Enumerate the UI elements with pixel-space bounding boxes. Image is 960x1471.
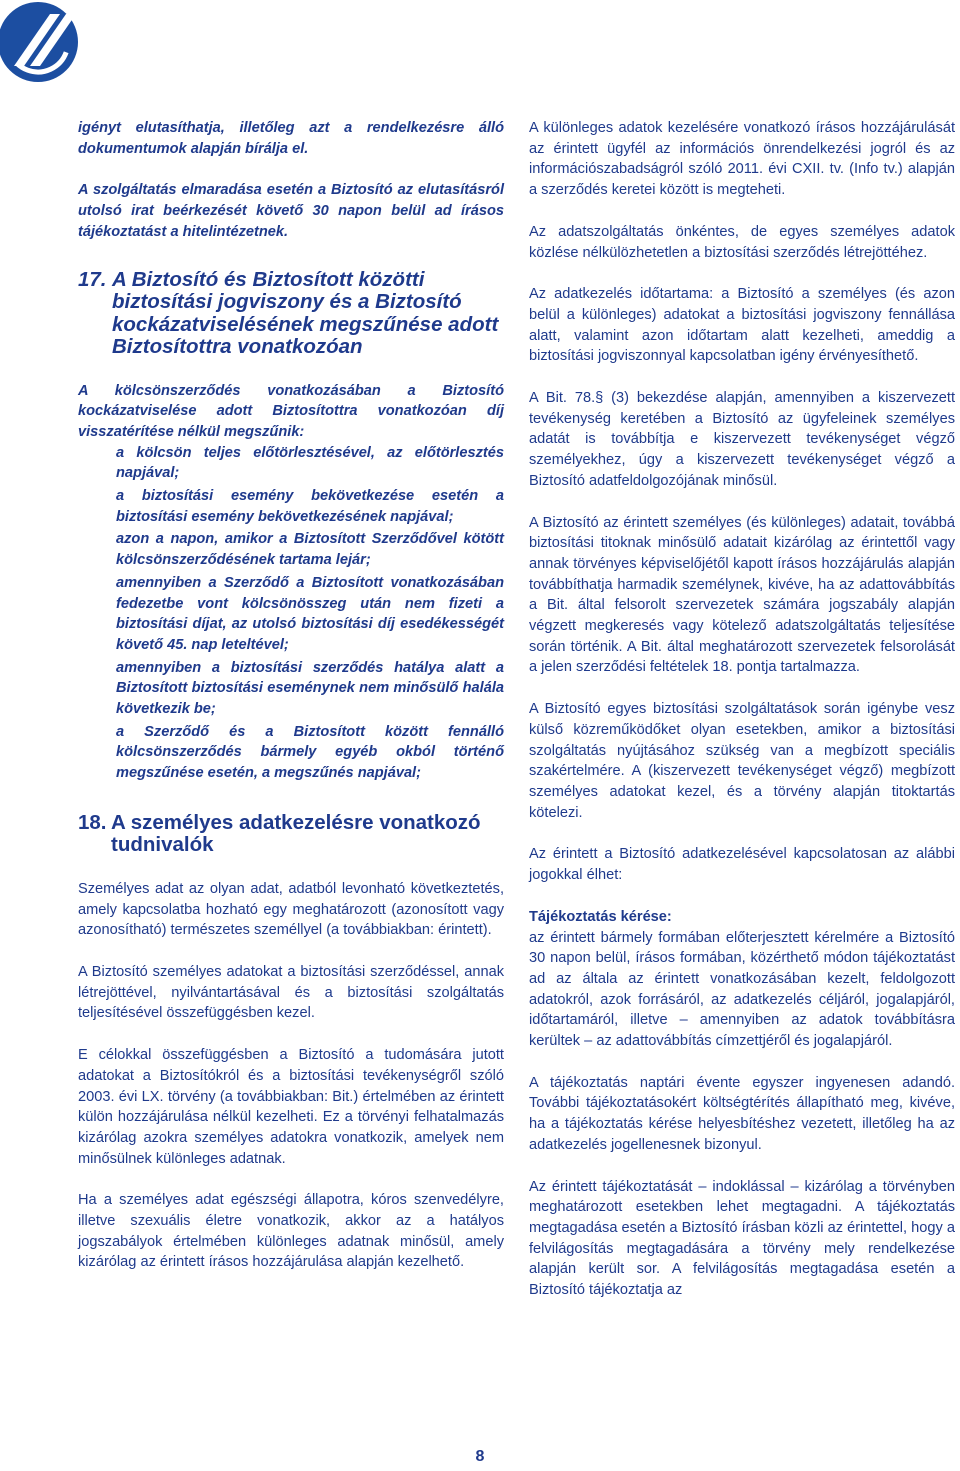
brand-logo [0, 0, 92, 92]
paragraph: az érintett bármely formában előterjesztett kérelmére a Biztosító 30 napon belül, írásos formában, közérthető módon tájékoztatást ad az általa az érintett vonatkozásában kezelt, feldolgozott adatokról, azok forrásáról, az adatkezelés céljáról, jogalapjáról, időtartamáról, illetve – amennyiben az adatok továbbításra kerültek – az adattovábbítás címzettjéről és jogalapjáról. [529, 929, 955, 1050]
paragraph: Ha a személyes adat egészségi állapotra, kóros szenvedélyre, illetve szexuális életre vonatkozik, akkor az a hatályos jogszabályok értelmében különleges adatnak minősül, amely kizárólag az érintett írásos hozzájárulása alapján kezelhető. [78, 1192, 504, 1271]
section-17-lead: A kölcsönszerződés vonatkozásában a Biztosító kockázatviselése adott Biztosítottra vonatkozóan díj visszatérítése nélkül megszűnik: [78, 382, 504, 440]
section-17-title: A Biztosító és Biztosított közötti biztosítási jogviszony és a Biztosító kockázatviselésének megszűnése adott Biztosítottra vonatkozóan [112, 267, 499, 359]
paragraph: A Biztosító az érintett személyes (és különleges) adatait, továbbá biztosítási titoknak minősülő adatait kizárólag az érintettől vagy annak törvényes képviselőjétől kapott írásos hozzájárulás alapján továbbíthatja harmadik személynek, kivéve, ha az adattovábbítás a Bit. által felsorolt szervezetek számára jogszabály alapján végzett megkeresés vagy kötelező adatszolgáltatás teljesítése során történik. A Bit. által meghatározott szervezetek felsorolását a jelen szerződési feltételek 18. pontja tartalmazza. [529, 514, 955, 676]
left-column [78, 118, 504, 1294]
paragraph: Személyes adat az olyan adat, adatból levonható következtetés, amely kapcsolatba hozható egy meghatározott (azonosított vagy azonosítható) természetes személlyel (a továbbiakban: érintett). [78, 880, 504, 939]
paragraph: Az adatkezelés időtartama: a Biztosító a személyes (és azon belül a különleges) adatokat a biztosítási jogviszony fennállása alatt, valamint azon időtartam alatt kezelheti, ameddig a biztosítási jogviszonnyal kapcsolatban igény érvényesíthető. [529, 286, 955, 365]
list-item: a kölcsön teljes előtörlesztésével, az előtörlesztés napjával; [116, 444, 504, 482]
paragraph: Az érintett a Biztosító adatkezelésével kapcsolatosan az alábbi jogokkal élhet: [529, 846, 955, 884]
intro-paragraph-2: A szolgáltatás elmaradása esetén a Biztosító az elutasításról utolsó irat beérkezését követő 30 napon belül ad írásos tájékoztatást a hitelintézetnek. [78, 182, 504, 240]
list-item: a biztosítási esemény bekövetkezése esetén a biztosítási esemény bekövetkezésének napjával; [116, 488, 504, 525]
section-17-number: 17. [78, 267, 107, 291]
paragraph: A Biztosító egyes biztosítási szolgáltatások során igénybe vesz külső közreműködőket olyan esetekben, amikor a biztosítási szolgáltatás nyújtásához szükség van a megbízott speciális szakértelmére. A (kiszervezett tevékenységet végző) megbízott személyes adatokat kezel, és a törvény alapján titoktartás kötelezi. [529, 701, 955, 821]
termination-list [78, 443, 504, 784]
paragraph: A Bit. 78.§ (3) bekezdése alapján, amennyiben a kiszervezett tevékenység keretében a Biztosító az ügyfeleinek személyes adatát is továbbítja e kiszervezett tevékenységet végző személyekhez, úgy a kiszervezett tevékenységet végző a Biztosító adatfeldolgozójának minősül. [529, 390, 955, 489]
list-item: a Szerződő és a Biztosított között fennálló kölcsönszerződés bármely egyéb okból történő megszűnése esetén, a megszűnés napjával; [116, 723, 504, 782]
section-18-title: A személyes adatkezelésre vonatkozó tudnivalók [111, 810, 481, 857]
list-item: amennyiben a Szerződő a Biztosított vonatkozásában fedezetbe vont kölcsönösszeg után nem fizeti a biztosítási díjat, az utolsó biztosítási díj esedékességét követő 45. nap leteltével; [116, 574, 504, 653]
paragraph: A Biztosító személyes adatokat a biztosítási szerződéssel, annak létrejöttével, nyilvántartásával és a biztosítási szolgáltatás teljesítésével összefüggésben kezel. [78, 963, 504, 1022]
list-item: azon a napon, amikor a Biztosított Szerződővel kötött kölcsönszerződésének tartama lejár; [116, 531, 504, 569]
section-17-heading [78, 269, 504, 359]
paragraph: A tájékoztatás naptári évente egyszer ingyenesen adandó. További tájékoztatásokért költségtérítés állapítható meg, kivéve, ha a tájékoztatás kérése helyesbítéshez vezetett, illetőleg ha az adatkezelés jogellenesnek bizonyul. [529, 1074, 955, 1153]
paragraph: E célokkal összefüggésben a Biztosító a tudomására jutott adatokat a Biztosítókról és a biztosítási tevékenységről szóló 2003. évi LX. törvény (a továbbiakban: Bit.) értelmében az érintett külön hozzájárulása nélkül kezelheti. Ez a törvényi felhatalmazás kizárólag azokra személyes adatokra vonatkozik, amelyek nem minősülnek különleges adatnak. [78, 1047, 504, 1167]
paragraph: Az érintett tájékoztatását – indoklással – kizárólag a törvényben meghatározott esetekben lehet megtagadni. A tájékoztatás megtagadása esetén a Biztosító írásban közli az érintettel, hogy a felvilágosítás megtagadására a törvény mely rendelkezése alapján került sor. A felvilágosítás megtagadása esetén a Biztosító tájékoztatja az [529, 1178, 955, 1299]
paragraph: A különleges adatok kezelésére vonatkozó írásos hozzájárulását az érintett ügyfél az információs önrendelkezési jogról és az információszabadságról szóló 2011. évi CXII. tv. (Info tv.) alapján a szerződés keretei között is megteheti. [529, 120, 955, 199]
info-request-heading: Tájékoztatás kérése: [529, 908, 672, 925]
brand-logo-icon [0, 0, 92, 92]
section-18-heading [78, 812, 504, 857]
section-18-number: 18. [78, 810, 107, 834]
intro-paragraph-1: igényt elutasíthatja, illetőleg azt a rendelkezésre álló dokumentumok alapján bírálja el. [78, 120, 504, 157]
list-item: amennyiben a biztosítási szerződés hatálya alatt a Biztosított biztosítási eseménynek nem minősülő halála következik be; [116, 659, 504, 718]
right-column [529, 118, 955, 1322]
paragraph: Az adatszolgáltatás önkéntes, de egyes személyes adatok közlése nélkülözhetetlen a biztosítási szerződés létrejöttéhez. [529, 223, 955, 261]
page-number: 8 [475, 1448, 485, 1465]
